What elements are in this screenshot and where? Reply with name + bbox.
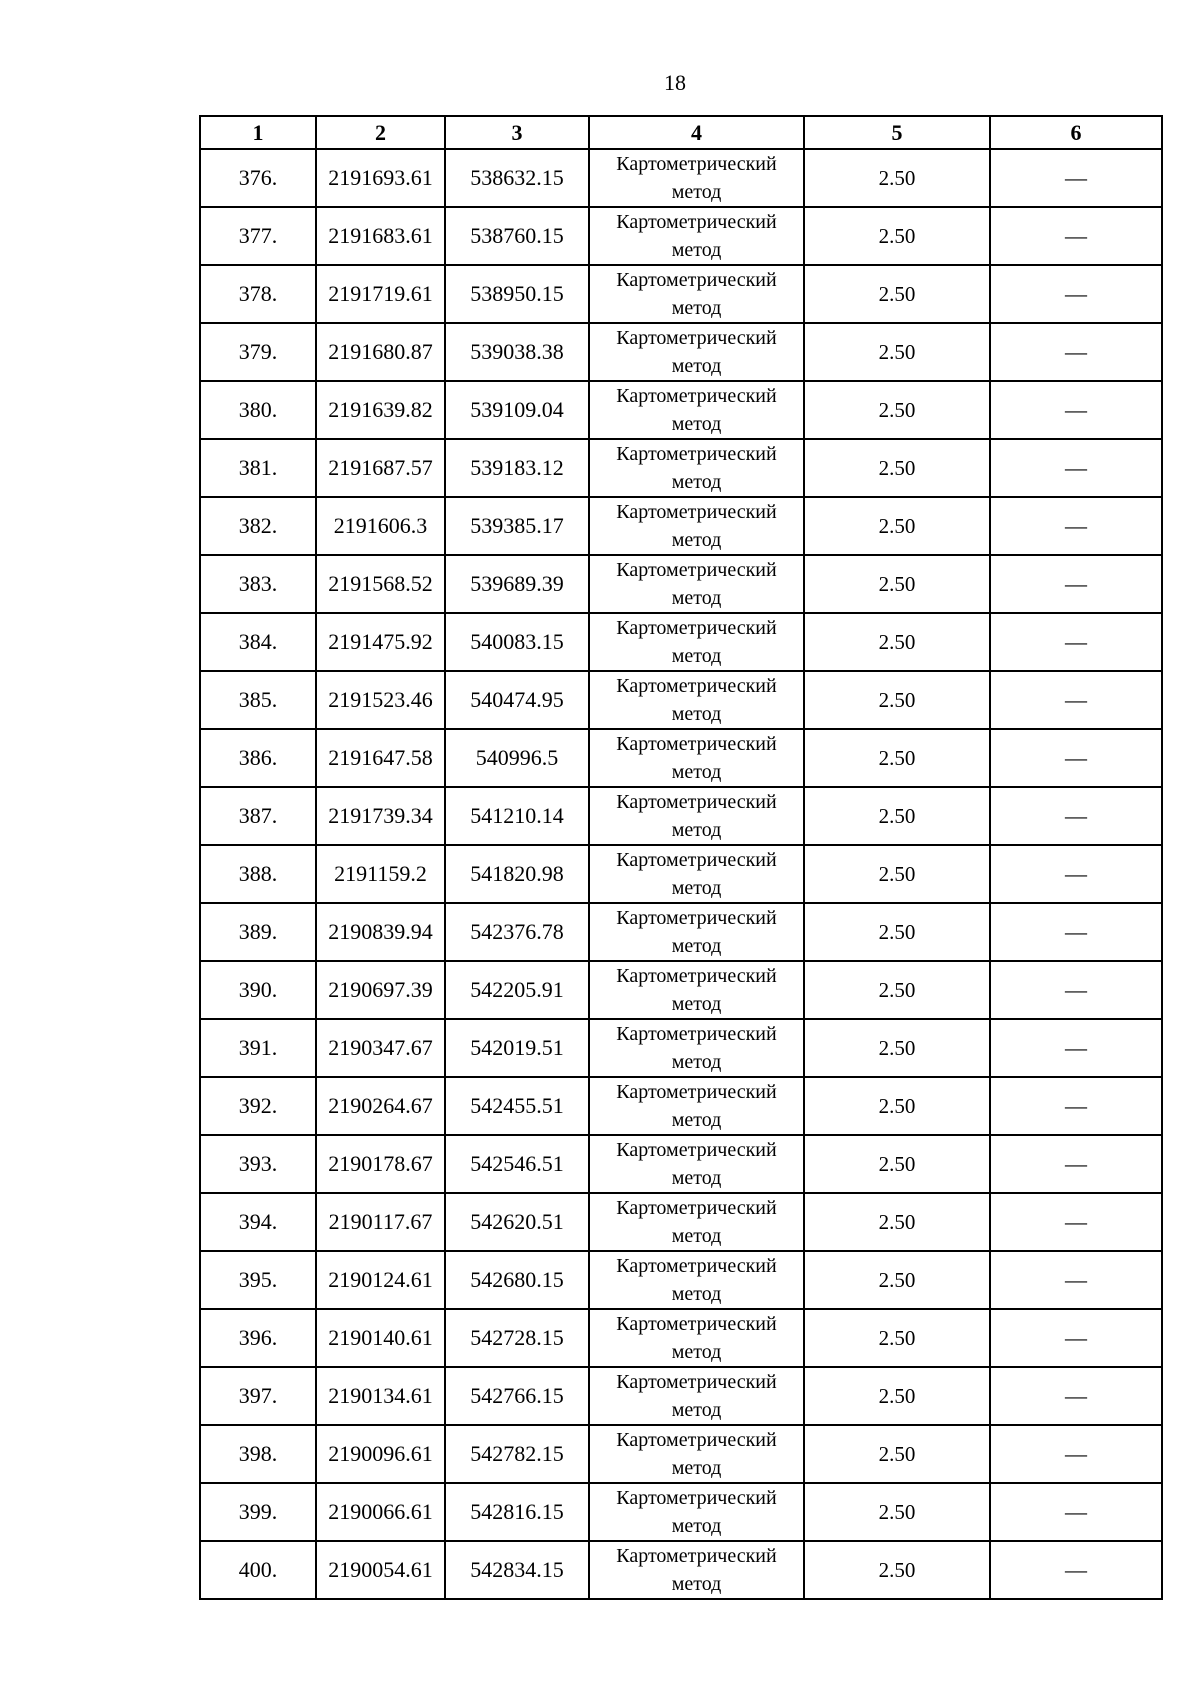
method-line-2: метод <box>671 819 722 841</box>
accuracy-cell: 2.50 <box>804 787 990 845</box>
table-row <box>200 381 1162 439</box>
method-line-1: Картометрический <box>616 153 777 175</box>
note-cell: — <box>990 961 1162 1019</box>
accuracy-cell: 2.50 <box>804 1541 990 1599</box>
column-header: 2 <box>316 116 445 149</box>
y-coordinate-cell: 542546.51 <box>445 1135 589 1193</box>
note-cell: — <box>990 1135 1162 1193</box>
x-coordinate-cell: 2190140.61 <box>316 1309 445 1367</box>
method-line-1: Картометрический <box>616 907 777 929</box>
table-row <box>200 1367 1162 1425</box>
method-line-1: Картометрический <box>616 965 777 987</box>
method-cell <box>589 439 804 497</box>
accuracy-cell: 2.50 <box>804 1077 990 1135</box>
y-coordinate-cell: 542766.15 <box>445 1367 589 1425</box>
x-coordinate-cell: 2191687.57 <box>316 439 445 497</box>
point-number-cell: 391. <box>200 1019 316 1077</box>
x-coordinate-cell: 2191159.2 <box>316 845 445 903</box>
point-number-cell: 377. <box>200 207 316 265</box>
y-coordinate-cell: 540474.95 <box>445 671 589 729</box>
x-coordinate-cell: 2191523.46 <box>316 671 445 729</box>
y-coordinate-cell: 542376.78 <box>445 903 589 961</box>
method-cell <box>589 845 804 903</box>
accuracy-cell: 2.50 <box>804 381 990 439</box>
method-line-2: метод <box>671 761 722 783</box>
x-coordinate-cell: 2190096.61 <box>316 1425 445 1483</box>
method-cell <box>589 903 804 961</box>
y-coordinate-cell: 538632.15 <box>445 149 589 207</box>
x-coordinate-cell: 2191647.58 <box>316 729 445 787</box>
method-line-2: метод <box>671 1283 722 1305</box>
x-coordinate-cell: 2191568.52 <box>316 555 445 613</box>
y-coordinate-cell: 540996.5 <box>445 729 589 787</box>
table-row <box>200 265 1162 323</box>
method-line-2: метод <box>671 1457 722 1479</box>
method-cell <box>589 381 804 439</box>
method-cell <box>589 1367 804 1425</box>
method-cell <box>589 729 804 787</box>
method-cell <box>589 1483 804 1541</box>
accuracy-cell: 2.50 <box>804 1309 990 1367</box>
column-header: 6 <box>990 116 1162 149</box>
accuracy-cell: 2.50 <box>804 439 990 497</box>
table-row <box>200 1077 1162 1135</box>
table-row <box>200 1541 1162 1599</box>
method-cell <box>589 1135 804 1193</box>
x-coordinate-cell: 2190264.67 <box>316 1077 445 1135</box>
table-row <box>200 1309 1162 1367</box>
x-coordinate-cell: 2190066.61 <box>316 1483 445 1541</box>
method-line-1: Картометрический <box>616 559 777 581</box>
x-coordinate-cell: 2191693.61 <box>316 149 445 207</box>
y-coordinate-cell: 542834.15 <box>445 1541 589 1599</box>
point-number-cell: 400. <box>200 1541 316 1599</box>
method-line-1: Картометрический <box>616 1081 777 1103</box>
method-cell <box>589 787 804 845</box>
accuracy-cell: 2.50 <box>804 613 990 671</box>
table-row <box>200 1193 1162 1251</box>
x-coordinate-cell: 2190124.61 <box>316 1251 445 1309</box>
note-cell: — <box>990 845 1162 903</box>
table-row <box>200 961 1162 1019</box>
method-line-1: Картометрический <box>616 617 777 639</box>
accuracy-cell: 2.50 <box>804 265 990 323</box>
accuracy-cell: 2.50 <box>804 1425 990 1483</box>
table-row <box>200 1425 1162 1483</box>
column-header: 5 <box>804 116 990 149</box>
method-line-2: метод <box>671 529 722 551</box>
point-number-cell: 392. <box>200 1077 316 1135</box>
point-number-cell: 388. <box>200 845 316 903</box>
method-line-1: Картометрический <box>616 269 777 291</box>
method-line-2: метод <box>671 181 722 203</box>
coordinates-table <box>199 115 1163 1600</box>
method-cell <box>589 323 804 381</box>
table-row <box>200 555 1162 613</box>
note-cell: — <box>990 1193 1162 1251</box>
point-number-cell: 387. <box>200 787 316 845</box>
method-line-2: метод <box>671 703 722 725</box>
x-coordinate-cell: 2191683.61 <box>316 207 445 265</box>
method-line-2: метод <box>671 1341 722 1363</box>
method-line-1: Картометрический <box>616 385 777 407</box>
y-coordinate-cell: 538950.15 <box>445 265 589 323</box>
note-cell: — <box>990 1251 1162 1309</box>
method-cell <box>589 1541 804 1599</box>
table-row <box>200 729 1162 787</box>
accuracy-cell: 2.50 <box>804 1135 990 1193</box>
note-cell: — <box>990 787 1162 845</box>
note-cell: — <box>990 1483 1162 1541</box>
y-coordinate-cell: 541210.14 <box>445 787 589 845</box>
note-cell: — <box>990 903 1162 961</box>
method-cell <box>589 613 804 671</box>
method-line-1: Картометрический <box>616 675 777 697</box>
method-line-2: метод <box>671 297 722 319</box>
point-number-cell: 386. <box>200 729 316 787</box>
x-coordinate-cell: 2191606.3 <box>316 497 445 555</box>
method-line-2: метод <box>671 239 722 261</box>
y-coordinate-cell: 539109.04 <box>445 381 589 439</box>
note-cell: — <box>990 265 1162 323</box>
x-coordinate-cell: 2191639.82 <box>316 381 445 439</box>
point-number-cell: 381. <box>200 439 316 497</box>
method-line-1: Картометрический <box>616 791 777 813</box>
method-line-2: метод <box>671 413 722 435</box>
method-cell <box>589 1251 804 1309</box>
y-coordinate-cell: 542782.15 <box>445 1425 589 1483</box>
note-cell: — <box>990 1309 1162 1367</box>
accuracy-cell: 2.50 <box>804 497 990 555</box>
note-cell: — <box>990 439 1162 497</box>
note-cell: — <box>990 207 1162 265</box>
method-line-1: Картометрический <box>616 1197 777 1219</box>
y-coordinate-cell: 542019.51 <box>445 1019 589 1077</box>
method-line-2: метод <box>671 645 722 667</box>
accuracy-cell: 2.50 <box>804 845 990 903</box>
point-number-cell: 390. <box>200 961 316 1019</box>
method-line-2: метод <box>671 1051 722 1073</box>
column-header: 3 <box>445 116 589 149</box>
method-line-1: Картометрический <box>616 1371 777 1393</box>
column-header: 1 <box>200 116 316 149</box>
method-line-1: Картометрический <box>616 501 777 523</box>
method-line-1: Картометрический <box>616 1139 777 1161</box>
method-line-1: Картометрический <box>616 849 777 871</box>
method-line-1: Картометрический <box>616 1545 777 1567</box>
point-number-cell: 398. <box>200 1425 316 1483</box>
method-line-2: метод <box>671 1109 722 1131</box>
accuracy-cell: 2.50 <box>804 1193 990 1251</box>
note-cell: — <box>990 555 1162 613</box>
y-coordinate-cell: 542728.15 <box>445 1309 589 1367</box>
point-number-cell: 389. <box>200 903 316 961</box>
x-coordinate-cell: 2191719.61 <box>316 265 445 323</box>
method-line-2: метод <box>671 1515 722 1537</box>
table-row <box>200 1135 1162 1193</box>
point-number-cell: 394. <box>200 1193 316 1251</box>
y-coordinate-cell: 540083.15 <box>445 613 589 671</box>
accuracy-cell: 2.50 <box>804 1251 990 1309</box>
method-cell <box>589 1193 804 1251</box>
note-cell: — <box>990 1541 1162 1599</box>
accuracy-cell: 2.50 <box>804 1483 990 1541</box>
table-row <box>200 787 1162 845</box>
method-line-2: метод <box>671 877 722 899</box>
method-line-2: метод <box>671 587 722 609</box>
table-row <box>200 671 1162 729</box>
table-row <box>200 845 1162 903</box>
point-number-cell: 385. <box>200 671 316 729</box>
method-cell <box>589 207 804 265</box>
method-line-2: метод <box>671 471 722 493</box>
table-row <box>200 149 1162 207</box>
method-cell <box>589 265 804 323</box>
note-cell: — <box>990 1077 1162 1135</box>
x-coordinate-cell: 2191739.34 <box>316 787 445 845</box>
note-cell: — <box>990 729 1162 787</box>
point-number-cell: 399. <box>200 1483 316 1541</box>
table-row <box>200 1251 1162 1309</box>
method-line-1: Картометрический <box>616 733 777 755</box>
table-row <box>200 903 1162 961</box>
point-number-cell: 393. <box>200 1135 316 1193</box>
table-row <box>200 613 1162 671</box>
point-number-cell: 384. <box>200 613 316 671</box>
note-cell: — <box>990 149 1162 207</box>
method-cell <box>589 1019 804 1077</box>
method-cell <box>589 1077 804 1135</box>
method-cell <box>589 1309 804 1367</box>
point-number-cell: 380. <box>200 381 316 439</box>
point-number-cell: 383. <box>200 555 316 613</box>
table-row <box>200 323 1162 381</box>
x-coordinate-cell: 2191680.87 <box>316 323 445 381</box>
point-number-cell: 396. <box>200 1309 316 1367</box>
method-line-1: Картометрический <box>616 211 777 233</box>
x-coordinate-cell: 2190839.94 <box>316 903 445 961</box>
method-line-2: метод <box>671 935 722 957</box>
method-line-1: Картометрический <box>616 1487 777 1509</box>
y-coordinate-cell: 542620.51 <box>445 1193 589 1251</box>
y-coordinate-cell: 542205.91 <box>445 961 589 1019</box>
y-coordinate-cell: 539689.39 <box>445 555 589 613</box>
method-line-2: метод <box>671 1399 722 1421</box>
point-number-cell: 382. <box>200 497 316 555</box>
note-cell: — <box>990 671 1162 729</box>
method-line-2: метод <box>671 1573 722 1595</box>
page-number: 18 <box>664 70 686 95</box>
table-row <box>200 1483 1162 1541</box>
table-row <box>200 497 1162 555</box>
accuracy-cell: 2.50 <box>804 729 990 787</box>
x-coordinate-cell: 2190347.67 <box>316 1019 445 1077</box>
method-line-2: метод <box>671 993 722 1015</box>
table-row <box>200 1019 1162 1077</box>
y-coordinate-cell: 542680.15 <box>445 1251 589 1309</box>
method-line-1: Картометрический <box>616 1023 777 1045</box>
accuracy-cell: 2.50 <box>804 671 990 729</box>
accuracy-cell: 2.50 <box>804 1367 990 1425</box>
x-coordinate-cell: 2190178.67 <box>316 1135 445 1193</box>
method-cell <box>589 961 804 1019</box>
y-coordinate-cell: 542455.51 <box>445 1077 589 1135</box>
method-line-1: Картометрический <box>616 443 777 465</box>
method-cell <box>589 149 804 207</box>
method-line-1: Картометрический <box>616 1429 777 1451</box>
accuracy-cell: 2.50 <box>804 323 990 381</box>
note-cell: — <box>990 323 1162 381</box>
method-line-2: метод <box>671 1167 722 1189</box>
note-cell: — <box>990 381 1162 439</box>
accuracy-cell: 2.50 <box>804 961 990 1019</box>
method-cell <box>589 1425 804 1483</box>
point-number-cell: 395. <box>200 1251 316 1309</box>
x-coordinate-cell: 2191475.92 <box>316 613 445 671</box>
column-header: 4 <box>589 116 804 149</box>
note-cell: — <box>990 1019 1162 1077</box>
point-number-cell: 376. <box>200 149 316 207</box>
table-row <box>200 439 1162 497</box>
y-coordinate-cell: 541820.98 <box>445 845 589 903</box>
method-line-2: метод <box>671 1225 722 1247</box>
accuracy-cell: 2.50 <box>804 207 990 265</box>
method-cell <box>589 555 804 613</box>
note-cell: — <box>990 497 1162 555</box>
method-line-2: метод <box>671 355 722 377</box>
accuracy-cell: 2.50 <box>804 555 990 613</box>
x-coordinate-cell: 2190134.61 <box>316 1367 445 1425</box>
point-number-cell: 379. <box>200 323 316 381</box>
point-number-cell: 378. <box>200 265 316 323</box>
table-header-row <box>200 116 1162 149</box>
note-cell: — <box>990 1367 1162 1425</box>
method-cell <box>589 497 804 555</box>
y-coordinate-cell: 539385.17 <box>445 497 589 555</box>
note-cell: — <box>990 1425 1162 1483</box>
method-line-1: Картометрический <box>616 327 777 349</box>
y-coordinate-cell: 542816.15 <box>445 1483 589 1541</box>
table-row <box>200 207 1162 265</box>
y-coordinate-cell: 539038.38 <box>445 323 589 381</box>
x-coordinate-cell: 2190117.67 <box>316 1193 445 1251</box>
x-coordinate-cell: 2190054.61 <box>316 1541 445 1599</box>
accuracy-cell: 2.50 <box>804 149 990 207</box>
note-cell: — <box>990 613 1162 671</box>
method-line-1: Картометрический <box>616 1255 777 1277</box>
x-coordinate-cell: 2190697.39 <box>316 961 445 1019</box>
y-coordinate-cell: 539183.12 <box>445 439 589 497</box>
point-number-cell: 397. <box>200 1367 316 1425</box>
method-line-1: Картометрический <box>616 1313 777 1335</box>
accuracy-cell: 2.50 <box>804 903 990 961</box>
y-coordinate-cell: 538760.15 <box>445 207 589 265</box>
method-cell <box>589 671 804 729</box>
accuracy-cell: 2.50 <box>804 1019 990 1077</box>
